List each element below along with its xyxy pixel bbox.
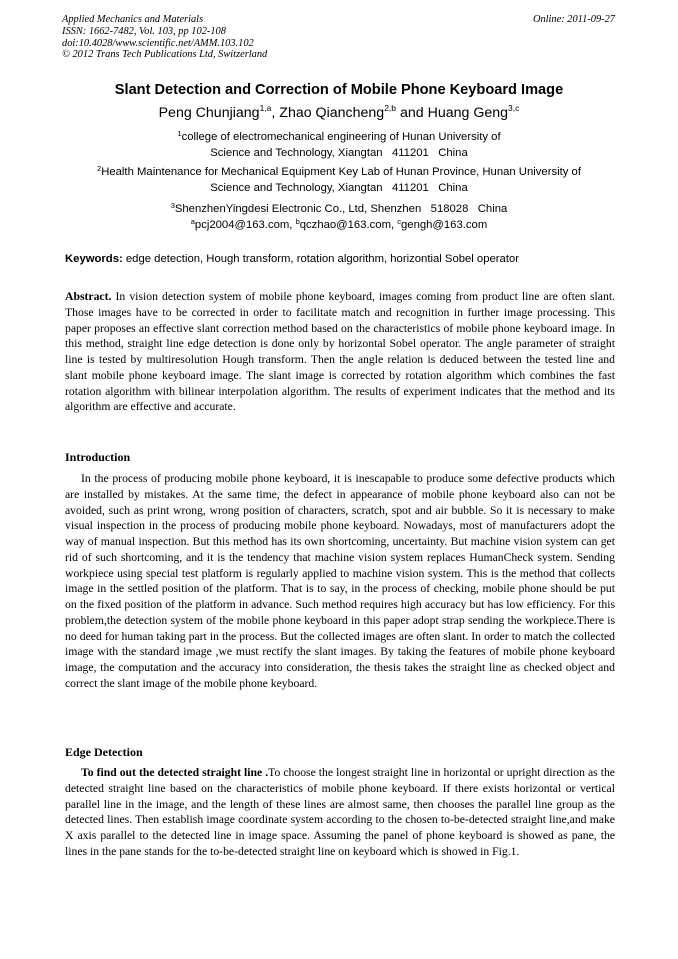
edge-detection-body: To choose the longest straight line in horizontal or upright direction as the detected straight line based on the characteristics of mobile phone keyboard. If there exists horizontal or vertical parallel line in the image, and the length of these lines are almost same, then chooses the parallel line group as the detected lines. Then establish image coordinate system according to the chosen to-be-detected straight line,and make X axis parallel to the detected line in image space. Assuming the panel of phone keyboard is showed as pane, the lines in the pane stands for the to-be-detected straight line on keyboard which is showed in Fig.1. (65, 766, 615, 858)
affiliation-line: Science and Technology, Xiangtan 411201 China (210, 146, 468, 159)
author-superscript: 1,a (259, 103, 272, 113)
copyright-line: © 2012 Trans Tech Publications Ltd, Switzerland (62, 49, 268, 61)
keywords-label: Keywords: (65, 253, 123, 265)
affiliation-superscript: 3 (170, 201, 175, 210)
keywords (65, 252, 616, 266)
author-separator: and (396, 105, 428, 121)
affiliation-superscript: 1 (177, 129, 182, 138)
author-list (62, 104, 616, 122)
edge-detection-heading: Edge Detection (65, 745, 143, 759)
email-superscript: b (295, 216, 300, 226)
journal-name: Applied Mechanics and Materials (62, 14, 204, 25)
paper-title: Slant Detection and Correction of Mobile Phone Keyboard Image (114, 82, 564, 98)
affiliation-line: Science and Technology, Xiangtan 411201 China (210, 181, 468, 194)
author-separator: , (271, 105, 280, 121)
keywords-text: edge detection, Hough transform, rotation algorithm, horizontial Sobel operator (122, 253, 520, 265)
author-superscript: 2,b (384, 103, 397, 113)
affiliation-line: ShenzhenYingdesi Electronic Co., Ltd, Shenzhen 518028 China (174, 203, 508, 215)
introduction-text: In the process of producing mobile phone keyboard, it is inescapable to produce some defective products which are installed by mistakes. At the same time, the defect in appearance of mobile phone keyboard also can not be avoided, such as print wrong, wrong position of characters, scratch, spot and air bubble. So it is necessary to make visual inspection in the process of producing mobile phone keyboard. Nowadays, most of manufacturers adopt the way of manual inspection. But this method has its own shortcoming, uncertainty. But machine vision system can get rid of such shortcoming, and it is the tendency that machine vision system replaces HumanCheck system. Sending workpiece using special test platform is regularly applied to machine vision system. This is the method that collects image in the settled position of the platform. That is to say, in the process of checking, mobile phone should be put on the fixed position of the platform in advance. Such method requires high accuracy but has low efficiency. For this problem,the detection system of the mobile phone keyboard in this paper adopt strap sending the workpiece.There is no deed for human taking part in the process. But the collected images are often slant. In order to match the collected image with the standard image ,we must rectify the slant images. By taking the features of mobile phone keyboard image, the computation and the accuracy into consideration, the thesis takes the straight line as checked object and correct the slant image of the mobile phone keyboard. (65, 472, 615, 690)
email-address: qczhao@163.com, (299, 218, 398, 231)
issn-line: ISSN: 1662-7482, Vol. 103, pp 102-108 (62, 25, 226, 37)
affiliation-line: Health Maintenance for Mechanical Equipment Key Lab of Hunan Province, Hunan University of (101, 166, 581, 178)
email-superscript: a (190, 216, 195, 226)
affiliation-1 (62, 130, 616, 161)
email-superscript: c (397, 216, 402, 226)
edge-detection-text (65, 765, 615, 860)
affiliation-3 (62, 202, 616, 233)
affiliation-2 (62, 165, 616, 196)
author-name: Huang Geng (427, 105, 509, 121)
author-superscript: 3,c (508, 103, 520, 113)
email-list (62, 218, 616, 234)
affiliation-line: college of electromechanical engineering of Hunan University of (181, 131, 501, 143)
abstract-label: Abstract. (65, 290, 112, 303)
abstract-text: In vision detection system of mobile phone keyboard, images coming from product line are often slant. Those images have to be corrected in order to facilitate match and recognition in further image processing. This paper proposes an effective slant correction method based on the characteristics of mobile phone keyboard image. In this method, straight line edge detection is done only by horizontal Sobel operator. The angle parameter of straight line is tested by multiresolution Hough transform. Then the angle relation is deduced between the tested line and slant mobile phone keyboard image. The slant image is corrected by rotation algorithm which combines the fast rotation algorithm with bilinear interpolation algorithm. The results of experiment indicates that the method and its algorithm are effective and accurate. (65, 290, 615, 414)
author-name: Zhao Qiancheng (279, 105, 385, 121)
journal-header (62, 14, 267, 61)
online-date: Online: 2011-09-27 (532, 14, 615, 25)
affiliation-superscript: 2 (97, 164, 102, 173)
doi-line: doi:10.4028/www.scientific.net/AMM.103.102 (62, 37, 254, 49)
author-name: Peng Chunjiang (158, 105, 260, 121)
abstract (65, 289, 615, 415)
email-address: pcj2004@163.com, (194, 218, 296, 231)
edge-detection-lead: To find out the detected straight line . (81, 766, 269, 779)
email-address: gengh@163.com (401, 218, 488, 231)
introduction-heading: Introduction (65, 450, 131, 464)
